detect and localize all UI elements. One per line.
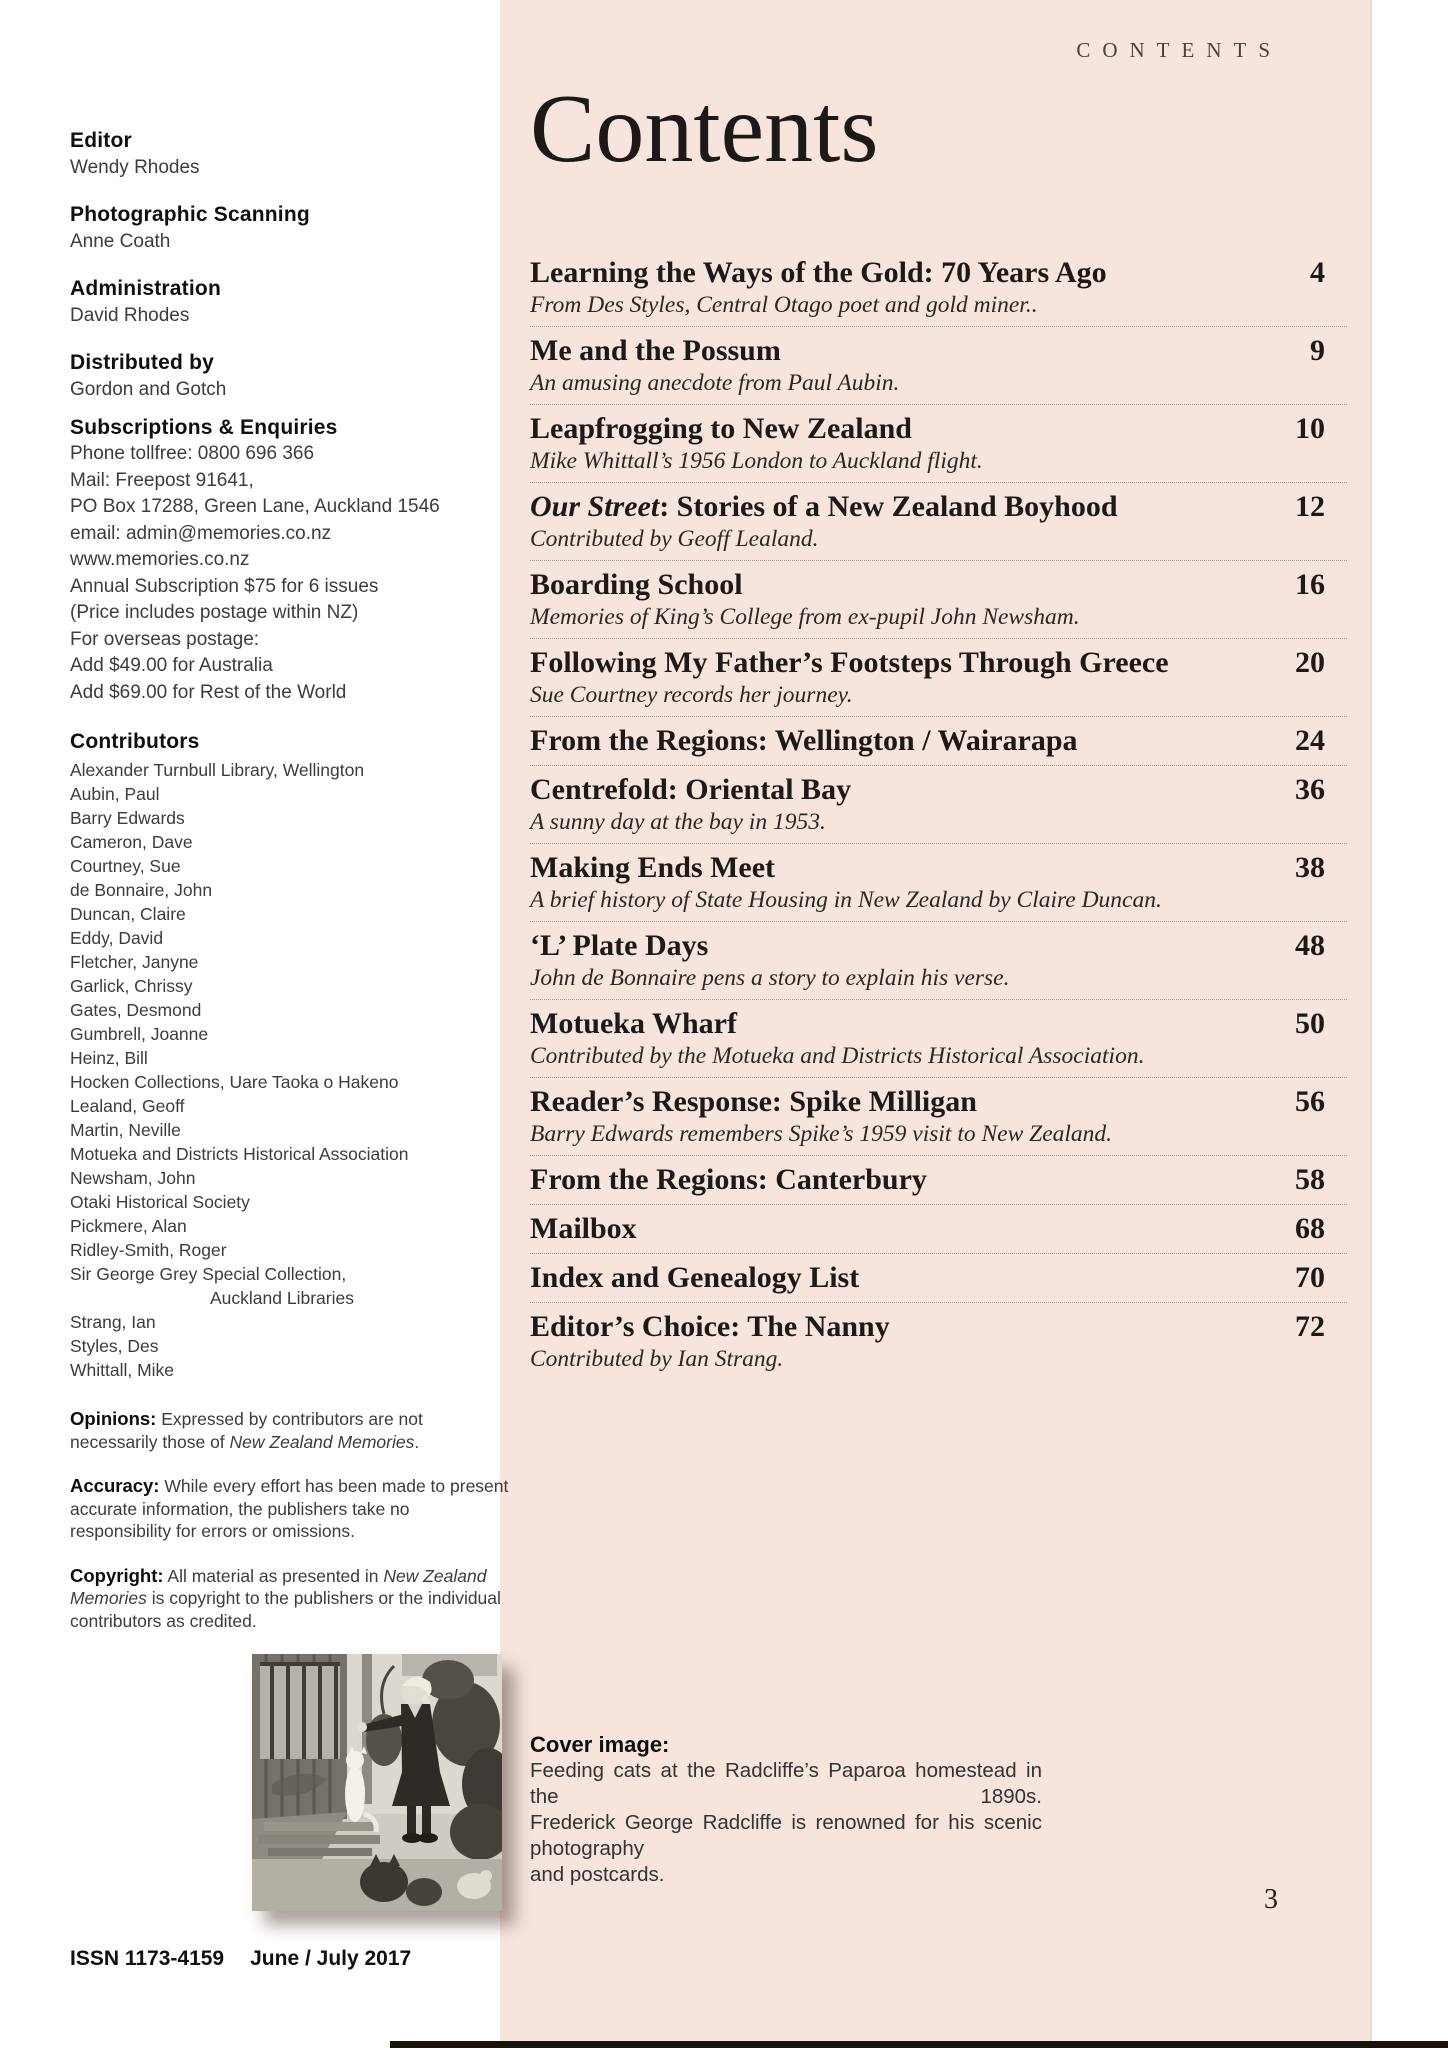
contributors-heading: Contributors: [70, 730, 200, 753]
toc-entry-title: ‘L’ Plate Days: [530, 929, 709, 963]
subscriptions-line: www.memories.co.nz: [70, 549, 250, 570]
toc-entry-page: 16: [1295, 568, 1325, 602]
contributor-name: Courtney, Sue: [70, 856, 181, 876]
subscriptions-line: Annual Subscription $75 for 6 issues: [70, 575, 379, 597]
contributor-name: Garlick, Chrissy: [70, 976, 193, 996]
toc-entry-page: 4: [1310, 256, 1325, 290]
contributor-name: Barry Edwards: [70, 808, 185, 828]
table-of-contents: [530, 249, 1347, 1380]
toc-entry-page: 12: [1295, 490, 1325, 524]
toc-entry-title: Our Street: Stories of a New Zealand Boyhood: [530, 490, 1118, 524]
contributor-name: Duncan, Claire: [70, 904, 186, 924]
contributor-name: Alexander Turnbull Library, Wellington: [70, 760, 365, 780]
contributor-name: Aubin, Paul: [70, 784, 160, 804]
cover-image-heading: Cover image:: [530, 1732, 670, 1758]
section-heading: Photographic Scanning: [70, 203, 310, 226]
section-heading: Distributed by: [70, 351, 214, 374]
toc-entry-title: Editor’s Choice: The Nanny: [530, 1310, 890, 1344]
opinions-notice: [70, 1408, 515, 1453]
page-title: Contents: [530, 75, 879, 183]
subscriptions-heading: Subscriptions & Enquiries: [70, 416, 338, 439]
toc-entry: [530, 249, 1347, 327]
contributor-name: Lealand, Geoff: [70, 1096, 185, 1116]
magazine-name-italic: New Zealand Memories: [229, 1431, 415, 1452]
subscriptions-line: (Price includes postage within NZ): [70, 602, 359, 623]
toc-entry-title: Motueka Wharf: [530, 1007, 737, 1041]
toc-entry: [530, 1156, 1347, 1205]
masthead-sidebar: [0, 0, 509, 2048]
notice-label: Opinions:: [70, 1408, 157, 1429]
girl-feeding-cats-illustration: [252, 1654, 502, 1911]
toc-entry-page: 48: [1295, 929, 1325, 963]
toc-entry: [530, 1078, 1347, 1156]
page-bottom-edge: [390, 2041, 1448, 2048]
toc-entry: [530, 639, 1347, 717]
toc-entry: [530, 922, 1347, 1000]
notice-text: While every effort has been made to present accurate information, the publishers take no responsibility for errors or omissions.: [70, 1476, 509, 1541]
contributor-name: Auckland Libraries: [210, 1288, 354, 1308]
toc-entry-subtitle: Barry Edwards remembers Spike’s 1959 visit to New Zealand.: [530, 1121, 1113, 1148]
toc-entry-title: Reader’s Response: Spike Milligan: [530, 1085, 977, 1119]
contributor-name: Newsham, John: [70, 1168, 196, 1188]
contributors-list: [70, 758, 492, 1382]
section-value: Anne Coath: [70, 231, 171, 252]
toc-entry-subtitle: A brief history of State Housing in New Zealand by Claire Duncan.: [530, 887, 1162, 914]
masthead-section-photographic-scanning: [70, 202, 492, 255]
toc-entry-title: Following My Father’s Footsteps Through Greece: [530, 646, 1169, 680]
toc-entry: [530, 844, 1347, 922]
toc-entry: [530, 766, 1347, 844]
toc-entry-page: 24: [1295, 724, 1325, 758]
toc-entry-page: 68: [1295, 1212, 1325, 1246]
toc-entry-subtitle: Contributed by Geoff Lealand.: [530, 526, 819, 553]
notice-text: is copyright to the publishers or the individual contributors as credited.: [70, 1588, 501, 1631]
notice-text: Expressed by contributors are not necessarily those of: [70, 1409, 423, 1452]
toc-entry-title: From the Regions: Wellington / Wairarapa: [530, 724, 1078, 758]
toc-entry-title: Making Ends Meet: [530, 851, 776, 885]
section-heading: Administration: [70, 277, 221, 300]
contributor-name: Cameron, Dave: [70, 832, 193, 852]
subscriptions-line: Add $69.00 for Rest of the World: [70, 681, 347, 703]
contributor-name: Strang, Ian: [70, 1312, 156, 1332]
toc-entry: [530, 1205, 1347, 1254]
toc-entry-title: Leapfrogging to New Zealand: [530, 412, 912, 446]
contributor-name: Hocken Collections, Uare Taoka o Hakeno: [70, 1072, 399, 1092]
notice-label: Copyright:: [70, 1564, 164, 1586]
toc-entry-subtitle: Contributed by the Motueka and Districts Historical Association.: [530, 1043, 1145, 1070]
toc-entry-title: Mailbox: [530, 1212, 637, 1246]
cover-image-text: and postcards.: [530, 1863, 665, 1887]
toc-entry: [530, 405, 1347, 483]
toc-entry-page: 56: [1295, 1085, 1325, 1119]
toc-entry-page: 20: [1295, 646, 1325, 680]
subscriptions-section: [70, 415, 492, 706]
toc-entry-subtitle: Contributed by Ian Strang.: [530, 1346, 784, 1373]
contributor-name: Whittall, Mike: [70, 1360, 175, 1380]
toc-entry-subtitle: From Des Styles, Central Otago poet and gold miner..: [530, 292, 1038, 319]
toc-entry-page: 50: [1295, 1007, 1325, 1041]
issn-line: [70, 1947, 492, 1971]
notice-label: Accuracy:: [70, 1475, 160, 1496]
toc-entry: [530, 327, 1347, 405]
toc-entry: [530, 1303, 1347, 1380]
toc-entry: [530, 1000, 1347, 1078]
subscriptions-line: For overseas postage:: [70, 628, 260, 650]
toc-entry: [530, 561, 1347, 639]
folio-page-number: 3: [1264, 1884, 1278, 1915]
subscriptions-line: PO Box 17288, Green Lane, Auckland 1546: [70, 496, 440, 517]
contributor-name: Pickmere, Alan: [70, 1216, 187, 1236]
masthead-section-administration: [70, 276, 492, 329]
toc-entry-page: 58: [1295, 1163, 1325, 1197]
accuracy-notice: [70, 1475, 515, 1543]
subscriptions-line: Mail: Freepost 91641,: [70, 469, 254, 491]
cover-image-text: Frederick George Radcliffe is renowned for his scenic photography: [530, 1811, 1042, 1861]
contributor-name: Gates, Desmond: [70, 1000, 202, 1020]
toc-entry-subtitle: Sue Courtney records her journey.: [530, 682, 853, 709]
contributor-name: Motueka and Districts Historical Association: [70, 1144, 409, 1164]
contributor-name: Otaki Historical Society: [70, 1192, 250, 1212]
toc-entry-subtitle: An amusing anecdote from Paul Aubin.: [530, 370, 900, 397]
contributor-name: Sir George Grey Special Collection,: [70, 1264, 347, 1284]
contributor-name: Martin, Neville: [70, 1120, 181, 1140]
magazine-name-italic: New Zealand Memories: [70, 1565, 487, 1608]
toc-entry-title: Me and the Possum: [530, 334, 781, 368]
toc-entry-page: 9: [1310, 334, 1325, 368]
toc-entry-subtitle: Mike Whittall’s 1956 London to Auckland flight.: [530, 448, 983, 475]
masthead-section-editor: [70, 128, 492, 181]
toc-entry-subtitle: A sunny day at the bay in 1953.: [530, 809, 826, 836]
contributor-name: de Bonnaire, John: [70, 880, 213, 900]
toc-entry-title: Index and Genealogy List: [530, 1261, 860, 1295]
contributor-name: Fletcher, Janyne: [70, 952, 199, 972]
copyright-notice: [70, 1565, 515, 1633]
toc-entry-page: 10: [1295, 412, 1325, 446]
toc-entry-page: 38: [1295, 851, 1325, 885]
toc-entry-title: Centrefold: Oriental Bay: [530, 773, 852, 807]
section-value: Wendy Rhodes: [70, 157, 200, 178]
subscriptions-line: Phone tollfree: 0800 696 366: [70, 443, 315, 464]
toc-entry: [530, 717, 1347, 766]
cover-image-note: [530, 1732, 1042, 1888]
issn-number: ISSN 1173-4159: [70, 1947, 225, 1970]
section-value: David Rhodes: [70, 305, 190, 326]
toc-entry-page: 70: [1295, 1261, 1325, 1295]
masthead-section-distributed-by: [70, 350, 492, 403]
contents-panel: [500, 0, 1372, 2048]
section-value: Gordon and Gotch: [70, 379, 227, 400]
notice-text: .: [414, 1431, 420, 1452]
contributor-name: Heinz, Bill: [70, 1048, 148, 1068]
cover-photo-thumbnail: [252, 1654, 502, 1911]
subscriptions-line: email: admin@memories.co.nz: [70, 522, 332, 544]
contributor-name: Gumbrell, Joanne: [70, 1024, 209, 1044]
toc-entry: [530, 1254, 1347, 1303]
toc-entry-title: Learning the Ways of the Gold: 70 Years Ago: [530, 256, 1107, 290]
section-heading: Editor: [70, 129, 132, 152]
contributor-name: Ridley-Smith, Roger: [70, 1240, 227, 1260]
toc-entry-title: From the Regions: Canterbury: [530, 1163, 927, 1197]
issue-date: June / July 2017: [250, 1947, 412, 1970]
toc-entry-subtitle: Memories of King’s College from ex-pupil John Newsham.: [530, 604, 1080, 631]
toc-entry-page: 36: [1295, 773, 1325, 807]
notice-text: All material as presented in: [167, 1565, 384, 1586]
contributor-name: Eddy, David: [70, 928, 164, 948]
running-head: CONTENTS: [1076, 38, 1282, 62]
toc-entry-subtitle: John de Bonnaire pens a story to explain his verse.: [530, 965, 1010, 992]
contributors-section: [70, 729, 492, 1382]
toc-entry: [530, 483, 1347, 561]
toc-entry-title: Boarding School: [530, 568, 743, 602]
toc-entry-page: 72: [1295, 1310, 1325, 1344]
cover-image-text: Feeding cats at the Radcliffe’s Paparoa homestead in the 1890s.: [530, 1759, 1042, 1809]
subscriptions-line: Add $49.00 for Australia: [70, 655, 273, 676]
contributor-name: Styles, Des: [70, 1336, 159, 1356]
